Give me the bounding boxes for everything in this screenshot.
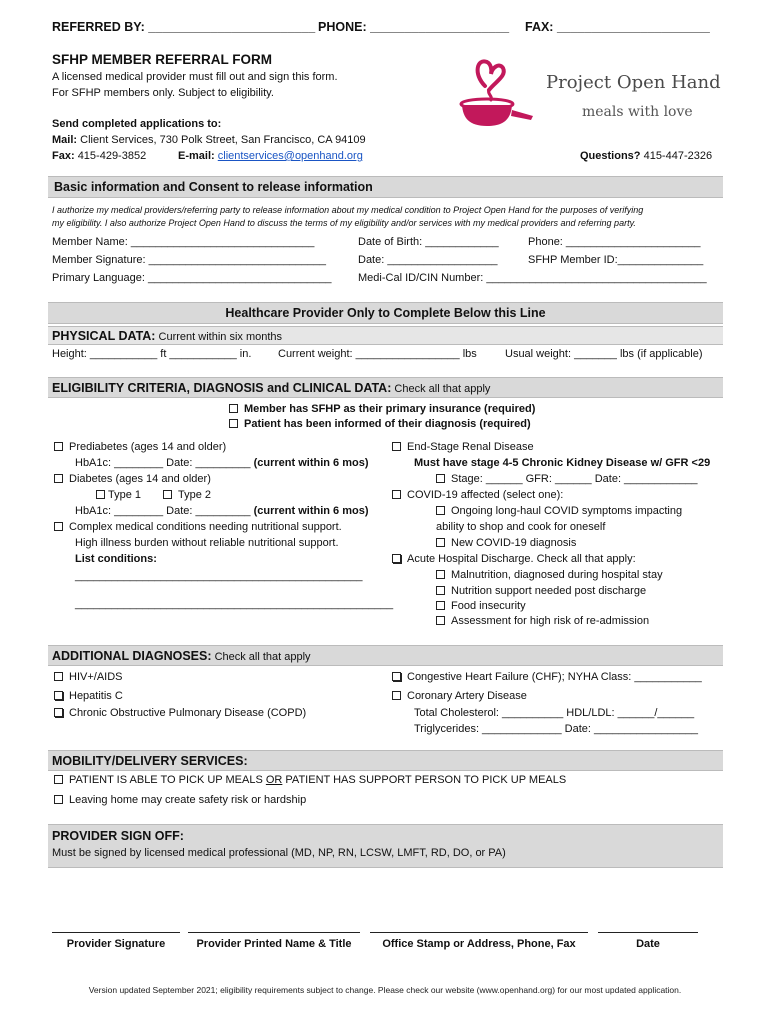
provider-banner-text: Healthcare Provider Only to Complete Below this Line xyxy=(225,306,546,320)
checkbox[interactable] xyxy=(436,601,445,610)
physical-title: PHYSICAL DATA: xyxy=(52,329,156,343)
office-stamp-label: Office Stamp or Address, Phone, Fax xyxy=(382,938,576,950)
req-diagnosis-label: Patient has been informed of their diagnosis (required) xyxy=(244,418,531,430)
checkbox[interactable] xyxy=(54,474,63,483)
sfhp-id-field[interactable]: SFHP Member ID:______________ xyxy=(528,254,704,266)
covid-longhaul-line-2: ability to shop and cook for oneself xyxy=(436,521,606,533)
checkbox[interactable] xyxy=(54,522,63,531)
checkbox[interactable] xyxy=(436,570,445,579)
additional-note: Check all that apply xyxy=(214,651,311,663)
checkbox[interactable] xyxy=(54,775,63,784)
mail-value: Client Services, 730 Polk Street, San Francisco, CA 94109 xyxy=(80,134,366,146)
questions-label: Questions? xyxy=(580,150,641,162)
primary-language-field[interactable]: Primary Language: ______________________________ xyxy=(52,272,332,284)
hepatitis-c-label: Hepatitis C xyxy=(69,690,123,702)
copd-option[interactable] xyxy=(54,707,306,719)
intro-line-1: A licensed medical provider must fill out and sign this form. xyxy=(52,71,338,83)
footer-note: Version updated September 2021; eligibility requirements subject to change. Please check our website (www.openhand.org) for our most updated application. xyxy=(88,985,682,995)
chf-label: Congestive Heart Failure (CHF); NYHA Class: ___________ xyxy=(407,671,702,683)
medi-cal-field[interactable]: Medi-Cal ID/CIN Number: ____________________________________ xyxy=(358,272,707,284)
covid-label: COVID-19 affected (select one): xyxy=(407,489,564,501)
req-diagnosis-option[interactable] xyxy=(229,418,531,430)
additional-band xyxy=(48,645,723,666)
eligibility-note: Check all that apply xyxy=(394,383,491,395)
member-signature-field[interactable]: Member Signature: _____________________________ xyxy=(52,254,327,266)
prediabetes-label: Prediabetes (ages 14 and older) xyxy=(69,441,227,453)
req-insurance-label: Member has SFHP as their primary insurance (required) xyxy=(244,403,536,415)
checkbox[interactable] xyxy=(436,538,445,547)
physical-band xyxy=(48,326,723,345)
hba1c-prediabetes-field[interactable] xyxy=(75,457,369,469)
hba1c-b-label: HbA1c: ________ Date: _________ xyxy=(75,505,251,517)
provider-signature-line[interactable] xyxy=(52,932,180,933)
type1-label: Type 1 xyxy=(108,489,142,501)
copd-label: Chronic Obstructive Pulmonary Disease (COPD) xyxy=(69,707,307,719)
physical-note: Current within six months xyxy=(158,331,283,343)
fax-value: 415-429-3852 xyxy=(77,150,147,162)
checkbox[interactable] xyxy=(392,442,401,451)
food-insecurity-option[interactable] xyxy=(436,600,526,612)
chf-option[interactable] xyxy=(392,671,702,683)
list-conditions-line-1[interactable]: _______________________________________________ xyxy=(75,570,363,582)
checkbox[interactable] xyxy=(392,490,401,499)
stage-label: Stage: ______ GFR: ______ Date: ____________ xyxy=(451,473,698,485)
logo-name: Project Open Hand xyxy=(546,72,721,93)
covid-longhaul-option[interactable] xyxy=(436,505,682,517)
covid-option[interactable] xyxy=(392,489,563,501)
checkbox[interactable] xyxy=(392,691,401,700)
physical-heading xyxy=(52,329,282,343)
cholesterol-field[interactable]: Total Cholesterol: __________ HDL/LDL: ______/______ xyxy=(414,707,695,719)
provider-banner xyxy=(48,302,723,324)
covid-longhaul-label: Ongoing long-haul COVID symptoms impacting xyxy=(451,505,683,517)
pickup-label-or: OR xyxy=(265,774,283,786)
basic-info-band xyxy=(48,176,723,198)
esrd-requirement: Must have stage 4-5 Chronic Kidney Disease w/ GFR <29 xyxy=(414,457,711,469)
provider-signature-label: Provider Signature xyxy=(66,938,166,950)
leaving-home-option[interactable] xyxy=(54,794,306,806)
basic-info-title: Basic information and Consent to release information xyxy=(54,180,373,194)
prediabetes-option[interactable] xyxy=(54,441,226,453)
list-conditions-line-2[interactable]: ____________________________________________________ xyxy=(75,598,394,610)
height-field[interactable]: Height: ___________ ft ___________ in. xyxy=(52,348,252,360)
checkbox[interactable] xyxy=(54,691,63,700)
hba1c-a-label: HbA1c: ________ Date: _________ xyxy=(75,457,251,469)
checkbox[interactable] xyxy=(96,490,105,499)
acute-discharge-option[interactable] xyxy=(392,553,636,565)
dob-field[interactable]: Date of Birth: ____________ xyxy=(358,236,499,248)
questions-line xyxy=(580,150,712,162)
checkbox[interactable] xyxy=(436,586,445,595)
provider-name-label: Provider Printed Name & Title xyxy=(196,938,352,950)
member-date-field[interactable]: Date: __________________ xyxy=(358,254,498,266)
logo-tagline: meals with love xyxy=(582,104,693,120)
checkbox[interactable] xyxy=(392,554,401,563)
checkbox[interactable] xyxy=(54,795,63,804)
fax-label: Fax: xyxy=(52,150,75,162)
readmission-option[interactable] xyxy=(436,615,649,627)
triglycerides-field[interactable]: Triglycerides: _____________ Date: _________________ xyxy=(414,723,698,735)
signoff-date-line[interactable] xyxy=(598,932,698,933)
checkbox[interactable] xyxy=(436,506,445,515)
readmission-label: Assessment for high risk of re-admission xyxy=(451,615,650,627)
mail-label: Mail: xyxy=(52,134,78,146)
malnutrition-label: Malnutrition, diagnosed during hospital stay xyxy=(451,569,663,581)
checkbox[interactable] xyxy=(163,490,172,499)
hiv-label: HIV+/AIDS xyxy=(69,671,123,683)
checkbox[interactable] xyxy=(229,404,238,413)
signoff-band xyxy=(48,824,723,868)
req-insurance-option[interactable] xyxy=(229,403,535,415)
additional-heading xyxy=(52,649,311,663)
checkbox[interactable] xyxy=(436,474,445,483)
additional-title: ADDITIONAL DIAGNOSES: xyxy=(52,649,212,663)
checkbox[interactable] xyxy=(436,616,445,625)
cad-option[interactable] xyxy=(392,690,527,702)
checkbox[interactable] xyxy=(54,442,63,451)
mobility-band xyxy=(48,750,723,771)
checkbox[interactable] xyxy=(229,419,238,428)
leaving-home-label: Leaving home may create safety risk or hardship xyxy=(69,794,307,806)
form-title: SFHP MEMBER REFERRAL FORM xyxy=(52,52,273,67)
complex-option[interactable] xyxy=(54,521,342,533)
malnutrition-option[interactable] xyxy=(436,569,663,581)
eligibility-title: ELIGIBILITY CRITERIA, DIAGNOSIS and CLINICAL DATA: xyxy=(52,381,392,395)
acute-label: Acute Hospital Discharge. Check all that apply: xyxy=(407,553,636,565)
current-six-months-b: (current within 6 mos) xyxy=(253,505,369,517)
pickup-label-b: PATIENT HAS SUPPORT PERSON TO PICK UP MEALS xyxy=(282,774,567,786)
nutrition-support-option[interactable] xyxy=(436,585,646,597)
email-link[interactable]: clientservices@openhand.org xyxy=(217,150,363,162)
diabetes-label: Diabetes (ages 14 and older) xyxy=(69,473,211,485)
member-phone-field[interactable]: Phone: ______________________ xyxy=(528,236,701,248)
hba1c-diabetes-field[interactable] xyxy=(75,505,369,517)
complex-label: Complex medical conditions needing nutritional support. xyxy=(69,521,342,533)
hepatitis-c-option[interactable] xyxy=(54,690,123,702)
pickup-label-a: PATIENT IS ABLE TO PICK UP MEALS xyxy=(69,774,266,786)
provider-name-line[interactable] xyxy=(188,932,360,933)
member-name-field[interactable]: Member Name: ______________________________ xyxy=(52,236,315,248)
checkbox[interactable] xyxy=(54,672,63,681)
logo-mark xyxy=(455,50,540,132)
current-weight-field[interactable]: Current weight: _________________ lbs xyxy=(278,348,477,360)
covid-new-option[interactable] xyxy=(436,537,576,549)
send-label: Send completed applications to: xyxy=(52,118,222,130)
mail-address xyxy=(52,134,366,146)
mobility-title: MOBILITY/DELIVERY SERVICES: xyxy=(52,754,248,768)
checkbox[interactable] xyxy=(54,708,63,717)
consent-line-2: my eligibility. I also authorize Project Open Hand to discuss the terms of my eligibility and/or services with my medical providers and referring party. xyxy=(52,218,636,228)
eligibility-heading xyxy=(52,381,490,395)
hiv-option[interactable] xyxy=(54,671,123,683)
pickup-option[interactable] xyxy=(54,774,566,786)
complex-line-2: High illness burden without reliable nutritional support. xyxy=(75,537,339,549)
referred-by-field[interactable]: REFERRED BY: ________________________ xyxy=(52,20,316,34)
esrd-label: End-Stage Renal Disease xyxy=(407,441,534,453)
eligibility-band xyxy=(48,377,723,398)
signoff-date-label: Date xyxy=(636,938,660,950)
current-six-months-a: (current within 6 mos) xyxy=(253,457,369,469)
fax-field[interactable]: FAX: ______________________ xyxy=(525,20,710,34)
usual-weight-field[interactable]: Usual weight: _______ lbs (if applicable) xyxy=(505,348,703,360)
signoff-title: PROVIDER SIGN OFF: xyxy=(52,829,184,843)
heart-pot-icon xyxy=(455,50,540,132)
esrd-option[interactable] xyxy=(392,441,534,453)
type2-label: Type 2 xyxy=(178,489,212,501)
consent-line-1: I authorize my medical providers/referring party to release information about my medical condition to Project Open Hand for the purposes of verifying xyxy=(52,205,644,215)
office-stamp-line[interactable] xyxy=(370,932,588,933)
covid-new-label: New COVID-19 diagnosis xyxy=(451,537,577,549)
signoff-note: Must be signed by licensed medical professional (MD, NP, RN, LCSW, LMFT, RD, DO, or PA) xyxy=(52,847,506,859)
nutrition-support-label: Nutrition support needed post discharge xyxy=(451,585,647,597)
phone-field[interactable]: PHONE: ____________________ xyxy=(318,20,510,34)
diabetes-option[interactable] xyxy=(54,473,211,485)
food-insecurity-label: Food insecurity xyxy=(451,600,526,612)
type1-option[interactable] xyxy=(96,489,141,501)
checkbox[interactable] xyxy=(392,672,401,681)
questions-phone: 415-447-2326 xyxy=(643,150,713,162)
email-line xyxy=(178,150,363,162)
type2-option[interactable] xyxy=(163,489,211,501)
cad-label: Coronary Artery Disease xyxy=(407,690,527,702)
fax-line xyxy=(52,150,146,162)
list-conditions-label: List conditions: xyxy=(75,553,157,565)
intro-line-2: For SFHP members only. Subject to eligibility. xyxy=(52,87,274,99)
email-label: E-mail: xyxy=(178,150,215,162)
stage-gfr-field[interactable] xyxy=(436,473,697,485)
